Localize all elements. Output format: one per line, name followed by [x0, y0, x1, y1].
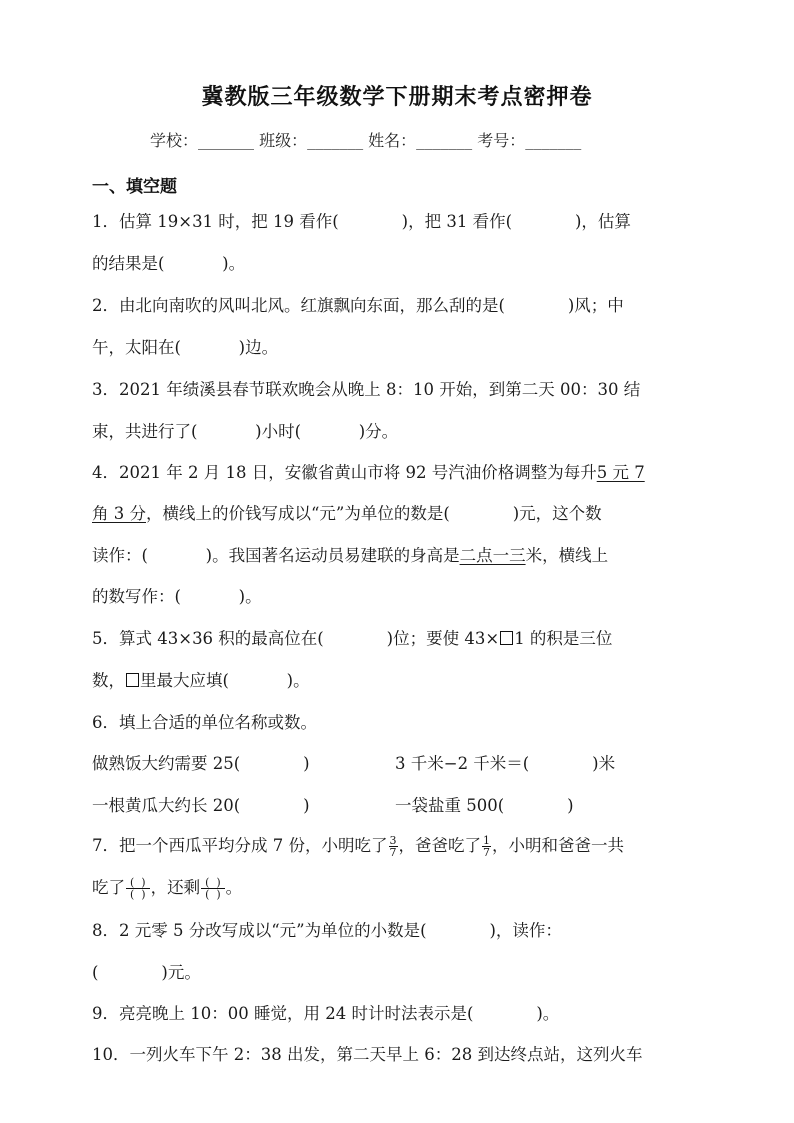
- fraction-blank-remaining: $\frac{( )}{( )}$: [201, 877, 225, 900]
- question-8-line-2: ( )元。: [92, 963, 201, 982]
- question-7-line-1: [92, 835, 624, 858]
- q5-text-a: 5．算式 43×36 积的最高位在( )位；要使 43×: [92, 629, 500, 648]
- q4-text-a: 4．2021 年 2 月 18 日，安徽省黄山市将 92 号汽油价格调整为每升: [92, 463, 597, 482]
- question-2-line-1: 2．由北向南吹的风叫北风。红旗飘向东面，那么刮的是( )风；中: [92, 296, 624, 315]
- q4-underlined-height: 二点一三: [459, 546, 526, 565]
- question-6-heading: 6．填上合适的单位名称或数。: [92, 713, 317, 732]
- blank-box-icon: [126, 673, 139, 687]
- question-9-line-1: 9．亮亮晚上 10：00 睡觉，用 24 时计时法表示是( )。: [92, 1004, 560, 1023]
- question-4-line-4: 的数写作：( )。: [92, 587, 262, 606]
- question-1-line-2: 的结果是( )。: [92, 254, 246, 273]
- student-info-line: 学校：_______ 班级：_______ 姓名：_______ 考号：_______: [150, 131, 582, 150]
- question-1-line-1: 1．估算 19×31 时，把 19 看作( )，把 31 看作( )，估算: [92, 212, 631, 231]
- question-6-row-1-right: 3 千米−2 千米＝( )米: [395, 754, 616, 773]
- q7-text-b1: 吃了: [92, 878, 125, 897]
- q4-text-c: 读作：( )。我国著名运动员易建联的身高是: [92, 546, 460, 565]
- question-6-row-1-left: 做熟饭大约需要 25( ): [92, 754, 310, 773]
- q7-text-a2: ，爸爸吃了: [398, 836, 481, 855]
- q4-text-c2: 米，横线上: [525, 546, 609, 565]
- q5-text-b1: 数，: [92, 671, 125, 690]
- q5-text-b2: 里最大应填( )。: [140, 671, 310, 690]
- q7-text-b3: 。: [225, 878, 243, 897]
- fraction-one-seventh: $\frac{1}{7}$: [483, 834, 490, 859]
- fraction-three-sevenths: $\frac{3}{7}$: [389, 834, 397, 859]
- q7-text-a1: 7．把一个西瓜平均分成 7 份，小明吃了: [92, 836, 388, 855]
- question-6-row-2-right: 一袋盐重 500( ): [395, 796, 574, 815]
- question-3-line-1: 3．2021 年绩溪县春节联欢晚会从晚上 8：10 开始，到第二天 00：30 结: [92, 380, 641, 399]
- q5-text-a2: 1 的积是三位: [514, 629, 613, 648]
- q7-text-a3: ，小明和爸爸一共: [492, 836, 624, 855]
- question-5-line-2: [92, 670, 310, 692]
- question-4-line-1: [92, 462, 645, 484]
- blank-box-icon: [500, 631, 513, 645]
- question-6-row-2-left: 一根黄瓜大约长 20( ): [92, 796, 310, 815]
- question-10-line-1: 10．一列火车下午 2：38 出发，第二天早上 6：28 到达终点站，这列火车: [92, 1045, 643, 1064]
- section-heading: 一、填空题: [92, 177, 177, 197]
- question-4-line-2: [92, 503, 602, 525]
- page-title: 冀教版三年级数学下册期末考点密押卷: [201, 85, 593, 110]
- q4-underlined-price-a: 5 元 7: [596, 463, 645, 482]
- q4-text-b: ，横线上的价钱写成以“元”为单位的数是( )元，这个数: [146, 504, 602, 523]
- fraction-blank-eaten: $\frac{( )}{( )}$: [126, 877, 150, 900]
- q4-underlined-price-b: 角 3 分: [92, 504, 146, 523]
- question-2-line-2: 午，太阳在( )边。: [92, 338, 279, 357]
- question-3-line-2: 束，共进行了( )小时( )分。: [92, 422, 399, 441]
- question-7-line-2: [92, 877, 242, 900]
- question-8-line-1: 8．2 元零 5 分改写成以“元”为单位的小数是( )，读作：: [92, 921, 562, 940]
- q7-text-b2: ，还剩: [150, 878, 201, 897]
- question-4-line-3: [92, 545, 608, 567]
- question-5-line-1: [92, 628, 612, 650]
